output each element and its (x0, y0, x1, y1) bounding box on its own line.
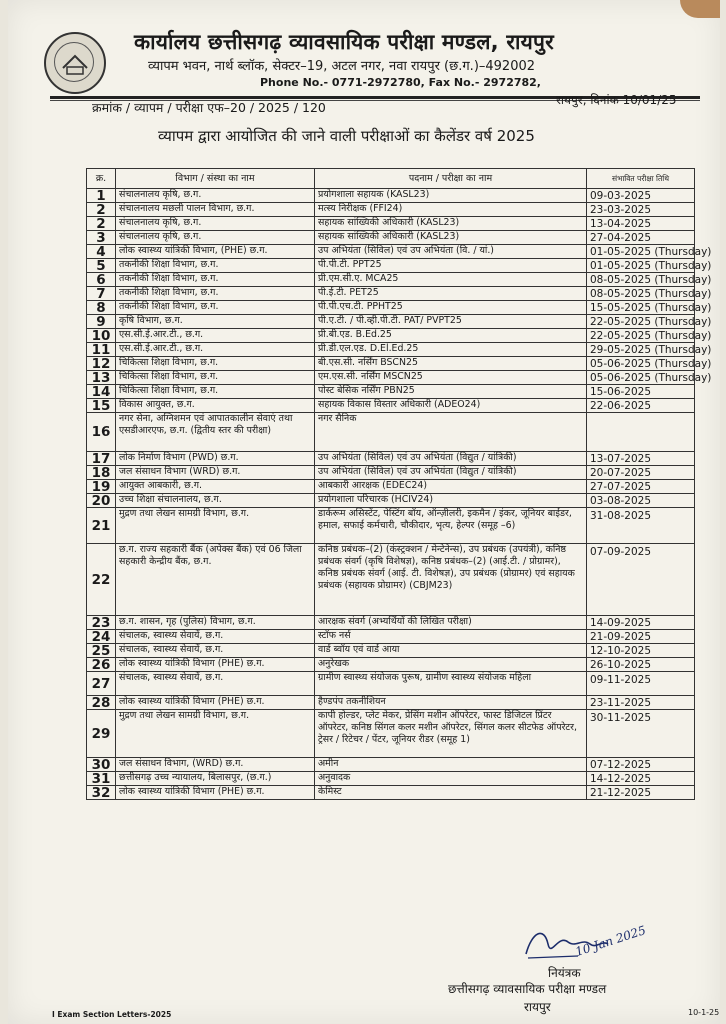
row-department: चिकित्सा शिक्षा विभाग, छ.ग. (116, 357, 315, 371)
row-department: आयुक्त आबकारी, छ.ग. (116, 480, 315, 494)
row-post: अनुवादक (315, 772, 587, 786)
row-exam-date: 21-09-2025 (587, 630, 695, 644)
row-exam-date: 23-11-2025 (587, 696, 695, 710)
row-number: 23 (87, 616, 116, 630)
row-exam-date: 05-06-2025 (Thursday) (587, 371, 695, 385)
row-number: 8 (87, 301, 116, 315)
row-number: 17 (87, 452, 116, 466)
row-department: संचालक, स्वास्थ्य सेवायें, छ.ग. (116, 672, 315, 696)
letterhead (38, 28, 698, 100)
row-exam-date: 08-05-2025 (Thursday) (587, 287, 695, 301)
row-number: 1 (87, 189, 116, 203)
row-post: वार्ड ब्वॉय एवं वार्ड आया (315, 644, 587, 658)
header-date: संभावित परीक्षा तिथि (587, 169, 695, 189)
row-number: 30 (87, 758, 116, 772)
row-exam-date: 26-10-2025 (587, 658, 695, 672)
row-number: 25 (87, 644, 116, 658)
row-number: 21 (87, 508, 116, 544)
row-number: 28 (87, 696, 116, 710)
row-number: 10 (87, 329, 116, 343)
exam-calendar-table-wrap (86, 168, 712, 801)
row-post: प्रयोगशाला परिचारक (HCIV24) (315, 494, 587, 508)
row-post: पोस्ट बेसिक नर्सिंग PBN25 (315, 385, 587, 399)
row-exam-date: 07-12-2025 (587, 758, 695, 772)
table-row (87, 544, 695, 616)
table-row (87, 508, 695, 544)
row-department: एस.सी.ई.आर.टी., छ.ग. (116, 329, 315, 343)
row-department: छ.ग. शासन, गृह (पुलिस) विभाग, छ.ग. (116, 616, 315, 630)
row-department: संचालनालय मछली पालन विभाग, छ.ग. (116, 203, 315, 217)
row-department: लोक स्वास्थ्य यांत्रिकी विभाग, (PHE) छ.ग. (116, 245, 315, 259)
table-row (87, 772, 695, 786)
row-post: पी.पी.एच.टी. PPHT25 (315, 301, 587, 315)
row-post: प्रयोगशाला सहायक (KASL23) (315, 189, 587, 203)
row-exam-date: 29-05-2025 (Thursday) (587, 343, 695, 357)
row-post: उप अभियंता (सिविल) एवं उप अभियंता (विद्युत / यांत्रिकी) (315, 452, 587, 466)
table-row (87, 758, 695, 772)
row-number: 22 (87, 544, 116, 616)
table-row (87, 329, 695, 343)
row-exam-date: 05-06-2025 (Thursday) (587, 357, 695, 371)
row-exam-date: 14-09-2025 (587, 616, 695, 630)
letter-page (8, 0, 720, 1024)
page-title: व्यापम द्वारा आयोजित की जाने वाली परीक्षाओं का कैलेंडर वर्ष 2025 (158, 127, 535, 145)
row-department: तकनीकी शिक्षा विभाग, छ.ग. (116, 301, 315, 315)
row-department: छत्तीसगढ़ उच्च न्यायालय, बिलासपुर, (छ.ग.) (116, 772, 315, 786)
row-department: उच्च शिक्षा संचालनालय, छ.ग. (116, 494, 315, 508)
row-exam-date: 14-12-2025 (587, 772, 695, 786)
table-row (87, 301, 695, 315)
row-department: लोक स्वास्थ्य यांत्रिकी विभाग (PHE) छ.ग. (116, 696, 315, 710)
row-exam-date: 03-08-2025 (587, 494, 695, 508)
footer-note: I Exam Section Letters-2025 (52, 1010, 172, 1019)
row-number: 2 (87, 203, 116, 217)
row-department: मुद्रण तथा लेखन सामग्री विभाग, छ.ग. (116, 710, 315, 758)
row-number: 9 (87, 315, 116, 329)
row-number: 7 (87, 287, 116, 301)
table-row (87, 259, 695, 273)
row-post: सहायक सांख्यिकी अधिकारी (KASL23) (315, 217, 587, 231)
row-department: लोक स्वास्थ्य यांत्रिकी विभाग (PHE) छ.ग. (116, 786, 315, 800)
row-post: पी.पी.टी. PPT25 (315, 259, 587, 273)
row-post: आरक्षक संवर्ग (अभ्यर्थियों की लिखित परीक्षा) (315, 616, 587, 630)
row-post: प्री.डी.एल.एड. D.El.Ed.25 (315, 343, 587, 357)
row-number: 2 (87, 217, 116, 231)
row-exam-date: 01-05-2025 (Thursday) (587, 259, 695, 273)
row-post: उप अभियंता (सिविल) एवं उप अभियंता (विद्युत / यांत्रिकी) (315, 466, 587, 480)
row-post: आबकारी आरक्षक (EDEC24) (315, 480, 587, 494)
row-department: संचालक, स्वास्थ्य सेवायें, छ.ग. (116, 630, 315, 644)
row-post: कापी होल्डर, प्लेट मेकर, प्रेसिंग मशीन ऑपरेटर, फास्ट डिजिटल प्रिंटर ऑपरेटर, कनिष्ठ सिंगल कलर मशीन ऑपरेटर, सिंगल कलर सीटफेड ऑपरेटर, ट्रेसर / रिटेचर / पेंटर, जूनियर रीडर (समूह 1) (315, 710, 587, 758)
table-row (87, 452, 695, 466)
signatory-role: नियंत्रक (548, 966, 581, 980)
vyapam-logo-icon (44, 32, 106, 94)
table-row (87, 616, 695, 630)
reference-number: क्रमांक / व्यापम / परीक्षा एफ–20 / 2025 / 120 (92, 100, 326, 115)
row-exam-date: 13-07-2025 (587, 452, 695, 466)
row-exam-date: 30-11-2025 (587, 710, 695, 758)
row-number: 15 (87, 399, 116, 413)
row-exam-date: 22-05-2025 (Thursday) (587, 329, 695, 343)
row-number: 31 (87, 772, 116, 786)
row-exam-date: 31-08-2025 (587, 508, 695, 544)
row-post: सहायक सांख्यिकी अधिकारी (KASL23) (315, 231, 587, 245)
table-row (87, 315, 695, 329)
table-row (87, 357, 695, 371)
row-department: संचालनालय कृषि, छ.ग. (116, 189, 315, 203)
row-number: 14 (87, 385, 116, 399)
table-row (87, 245, 695, 259)
row-exam-date: 07-09-2025 (587, 544, 695, 616)
row-exam-date: 22-06-2025 (587, 399, 695, 413)
row-department: तकनीकी शिक्षा विभाग, छ.ग. (116, 287, 315, 301)
row-number: 16 (87, 413, 116, 452)
row-exam-date: 20-07-2025 (587, 466, 695, 480)
row-exam-date: 13-04-2025 (587, 217, 695, 231)
row-exam-date: 09-11-2025 (587, 672, 695, 696)
row-post: सहायक विकास विस्तार अधिकारी (ADEO24) (315, 399, 587, 413)
table-body (87, 187, 712, 801)
row-number: 26 (87, 658, 116, 672)
row-number: 27 (87, 672, 116, 696)
row-post: केमिस्ट (315, 786, 587, 800)
row-post: एम.एस.सी. नर्सिंग MSCN25 (315, 371, 587, 385)
table-row (87, 287, 695, 301)
row-post: पी.ई.टी. PET25 (315, 287, 587, 301)
header-post: पदनाम / परीक्षा का नाम (315, 169, 587, 189)
table-row (87, 630, 695, 644)
seal-emblem-icon (46, 34, 104, 92)
table-row (87, 672, 695, 696)
org-name: कार्यालय छत्तीसगढ़ व्यावसायिक परीक्षा मण्डल, रायपुर (134, 30, 554, 54)
row-department: जल संसाधन विभाग (WRD) छ.ग. (116, 466, 315, 480)
table-row (87, 786, 695, 800)
row-exam-date: 15-06-2025 (587, 385, 695, 399)
row-post: प्री.एम.सी.ए. MCA25 (315, 273, 587, 287)
table-row (87, 273, 695, 287)
row-post: उप अभियंता (सिविल) एवं उप अभियंता (वि. / यां.) (315, 245, 587, 259)
table-row (87, 413, 695, 452)
row-department: संचालनालय कृषि, छ.ग. (116, 217, 315, 231)
row-exam-date: 27-04-2025 (587, 231, 695, 245)
table-row (87, 696, 695, 710)
row-number: 13 (87, 371, 116, 385)
row-department: संचालक, स्वास्थ्य सेवायें, छ.ग. (116, 644, 315, 658)
corner-shadow (680, 0, 720, 18)
row-post: अमीन (315, 758, 587, 772)
table-row (87, 644, 695, 658)
row-post: पी.ए.टी. / पी.व्ही.पी.टी. PAT/ PVPT25 (315, 315, 587, 329)
org-address: व्यापम भवन, नार्थ ब्लॉक, सेक्टर–19, अटल नगर, नवा रायपुर (छ.ग.)–492002 (148, 59, 536, 74)
row-exam-date: 15-05-2025 (Thursday) (587, 301, 695, 315)
table-row (87, 480, 695, 494)
row-number: 4 (87, 245, 116, 259)
row-post: प्री.बी.एड. B.Ed.25 (315, 329, 587, 343)
row-post: ग्रामीण स्वास्थ्य संयोजक पुरूष, ग्रामीण स्वास्थ्य संयोजक महिला (315, 672, 587, 696)
footer-date: 10-1-25 (688, 1008, 720, 1017)
table-row (87, 343, 695, 357)
row-department: मुद्रण तथा लेखन सामग्री विभाग, छ.ग. (116, 508, 315, 544)
row-number: 5 (87, 259, 116, 273)
row-department: तकनीकी शिक्षा विभाग, छ.ग. (116, 259, 315, 273)
row-department: विकास आयुक्त, छ.ग. (116, 399, 315, 413)
row-post: स्टॉफ नर्स (315, 630, 587, 644)
table-row (87, 371, 695, 385)
table-row (87, 399, 695, 413)
table-header-row (87, 169, 695, 189)
row-number: 6 (87, 273, 116, 287)
row-exam-date: 21-12-2025 (587, 786, 695, 800)
row-department: कृषि विभाग, छ.ग. (116, 315, 315, 329)
table-row (87, 494, 695, 508)
row-post: अनुरेखक (315, 658, 587, 672)
row-post: कनिष्ठ प्रबंधक–(2) (कंस्ट्रक्शन / मेन्टेनेन्स), उप प्रबंधक (उपयंत्री), कनिष्ठ प्रबंधक संवर्ग (कृषि विशेषज्ञ), कनिष्ठ प्रबंधक–(2) (आई.टी. / प्रोग्रामर), कनिष्ठ प्रबंधक संवर्ग (आई. टी. विशेषज्ञ), उप प्रबंधक (प्रोग्रामर) एवं सहायक प्रबंधक (सहायक प्रोग्रामर) (CBJM23) (315, 544, 587, 616)
row-post: मत्स्य निरीक्षक (FFI24) (315, 203, 587, 217)
row-department: लोक स्वास्थ्य यांत्रिकी विभाग (PHE) छ.ग. (116, 658, 315, 672)
row-post: हैण्डपंप तकनीशियन (315, 696, 587, 710)
table-row (87, 385, 695, 399)
table-row (87, 466, 695, 480)
row-post: डार्करूम असिस्टेंट, पेस्टिंग बॉय, ऑन्ज़ीलरी, इकमैन / इंकर, जूनियर बाईडर, हमाल, सफाई कर्मचारी, चौकीदार, भृत्य, हेल्पर (समूह –6) (315, 508, 587, 544)
row-exam-date: 01-05-2025 (Thursday) (587, 245, 695, 259)
row-post: बी.एस.सी. नर्सिंग BSCN25 (315, 357, 587, 371)
row-number: 24 (87, 630, 116, 644)
exam-calendar-table (86, 168, 712, 801)
row-number: 20 (87, 494, 116, 508)
row-department: लोक निर्माण विभाग (PWD) छ.ग. (116, 452, 315, 466)
row-number: 32 (87, 786, 116, 800)
row-number: 12 (87, 357, 116, 371)
table-row (87, 658, 695, 672)
row-department: नगर सेना, अग्निशमन एवं आपातकालीन सेवाएं तथा एसडीआरएफ, छ.ग. (द्वितीय स्तर की परीक्षा) (116, 413, 315, 452)
row-department: तकनीकी शिक्षा विभाग, छ.ग. (116, 273, 315, 287)
row-exam-date: 23-03-2025 (587, 203, 695, 217)
signature-date: 10 Jan 2025 (573, 923, 648, 959)
row-number: 19 (87, 480, 116, 494)
row-exam-date: 27-07-2025 (587, 480, 695, 494)
table-row (87, 217, 695, 231)
row-exam-date: 08-05-2025 (Thursday) (587, 273, 695, 287)
header-no: क्र. (87, 169, 116, 189)
row-number: 3 (87, 231, 116, 245)
row-department: छ.ग. राज्य सहकारी बैंक (अपेक्स बैंक) एवं 06 जिला सहकारी केन्द्रीय बैंक, छ.ग. (116, 544, 315, 616)
row-number: 18 (87, 466, 116, 480)
table-row (87, 203, 695, 217)
table-row (87, 231, 695, 245)
table-row (87, 710, 695, 758)
row-exam-date: 12-10-2025 (587, 644, 695, 658)
row-post: नगर सैनिक (315, 413, 587, 452)
letter-date: रायपुर, दिनांक 10/01/25 (556, 93, 677, 107)
signature (518, 914, 668, 974)
header-dept: विभाग / संस्था का नाम (116, 169, 315, 189)
row-number: 11 (87, 343, 116, 357)
row-exam-date (587, 413, 695, 452)
org-phone-fax: Phone No.- 0771-2972780, Fax No.- 2972782, (260, 76, 541, 89)
row-department: संचालनालय कृषि, छ.ग. (116, 231, 315, 245)
signatory-city: रायपुर (524, 1000, 551, 1014)
row-department: चिकित्सा शिक्षा विभाग, छ.ग. (116, 371, 315, 385)
signatory-org: छत्तीसगढ़ व्यावसायिक परीक्षा मण्डल (448, 982, 607, 996)
row-department: एस.सी.ई.आर.टी., छ.ग. (116, 343, 315, 357)
row-number: 29 (87, 710, 116, 758)
row-exam-date: 22-05-2025 (Thursday) (587, 315, 695, 329)
row-department: जल संसाधन विभाग, (WRD) छ.ग. (116, 758, 315, 772)
row-department: चिकित्सा शिक्षा विभाग, छ.ग. (116, 385, 315, 399)
row-exam-date: 09-03-2025 (587, 189, 695, 203)
table-row (87, 189, 695, 203)
